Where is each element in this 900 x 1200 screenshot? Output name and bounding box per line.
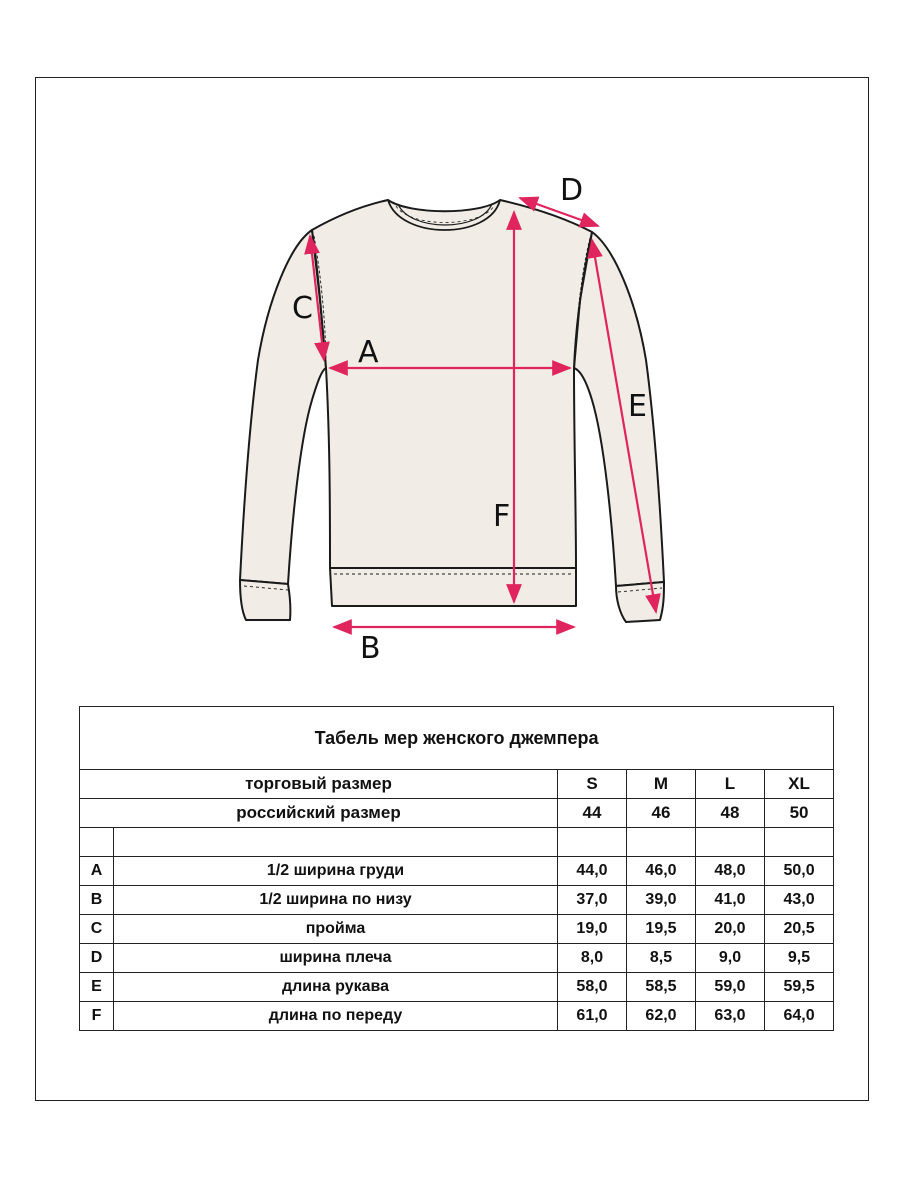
row-value: 46,0 (627, 857, 696, 886)
russian-size-row (80, 799, 834, 828)
trade-size: XL (765, 770, 834, 799)
row-value: 61,0 (558, 1002, 627, 1031)
russian-size: 48 (696, 799, 765, 828)
row-value: 20,0 (696, 915, 765, 944)
trade-size: M (627, 770, 696, 799)
empty-cell (696, 828, 765, 857)
empty-cell (765, 828, 834, 857)
trade-size-row (80, 770, 834, 799)
label-a: A (358, 335, 379, 370)
label-f: F (493, 499, 511, 534)
trade-size: S (558, 770, 627, 799)
russian-size-label: российский размер (80, 799, 558, 828)
row-value: 62,0 (627, 1002, 696, 1031)
row-value: 64,0 (765, 1002, 834, 1031)
row-code: F (80, 1002, 114, 1031)
empty-cell (114, 828, 558, 857)
label-b: B (360, 631, 381, 666)
row-code: B (80, 886, 114, 915)
row-value: 41,0 (696, 886, 765, 915)
empty-cell (627, 828, 696, 857)
label-c: C (292, 291, 313, 326)
table-title-row (80, 707, 834, 770)
table-row (80, 973, 834, 1002)
row-value: 58,0 (558, 973, 627, 1002)
empty-cell (558, 828, 627, 857)
row-value: 48,0 (696, 857, 765, 886)
table-title: Табель мер женского джемпера (80, 707, 834, 770)
label-e: E (628, 389, 647, 424)
row-code: C (80, 915, 114, 944)
table-row (80, 944, 834, 973)
row-label: длина рукава (114, 973, 558, 1002)
trade-size: L (696, 770, 765, 799)
row-value: 19,5 (627, 915, 696, 944)
sweater-illustration (240, 200, 664, 622)
table-row (80, 915, 834, 944)
spacer-row (80, 828, 834, 857)
row-value: 8,0 (558, 944, 627, 973)
row-value: 9,5 (765, 944, 834, 973)
table-row (80, 1002, 834, 1031)
row-label: пройма (114, 915, 558, 944)
russian-size: 50 (765, 799, 834, 828)
row-value: 43,0 (765, 886, 834, 915)
row-value: 63,0 (696, 1002, 765, 1031)
row-label: 1/2 ширина груди (114, 857, 558, 886)
row-value: 9,0 (696, 944, 765, 973)
row-value: 50,0 (765, 857, 834, 886)
row-value: 20,5 (765, 915, 834, 944)
size-chart-table (79, 706, 834, 1031)
row-value: 37,0 (558, 886, 627, 915)
label-d: D (560, 173, 584, 208)
row-value: 8,5 (627, 944, 696, 973)
row-label: 1/2 ширина по низу (114, 886, 558, 915)
row-code: D (80, 944, 114, 973)
russian-size: 44 (558, 799, 627, 828)
row-value: 44,0 (558, 857, 627, 886)
row-label: ширина плеча (114, 944, 558, 973)
row-value: 39,0 (627, 886, 696, 915)
row-value: 59,5 (765, 973, 834, 1002)
row-code: E (80, 973, 114, 1002)
empty-cell (80, 828, 114, 857)
row-value: 19,0 (558, 915, 627, 944)
row-label: длина по переду (114, 1002, 558, 1031)
table-row (80, 886, 834, 915)
row-value: 59,0 (696, 973, 765, 1002)
table-row (80, 857, 834, 886)
row-value: 58,5 (627, 973, 696, 1002)
russian-size: 46 (627, 799, 696, 828)
trade-size-label: торговый размер (80, 770, 558, 799)
row-code: A (80, 857, 114, 886)
